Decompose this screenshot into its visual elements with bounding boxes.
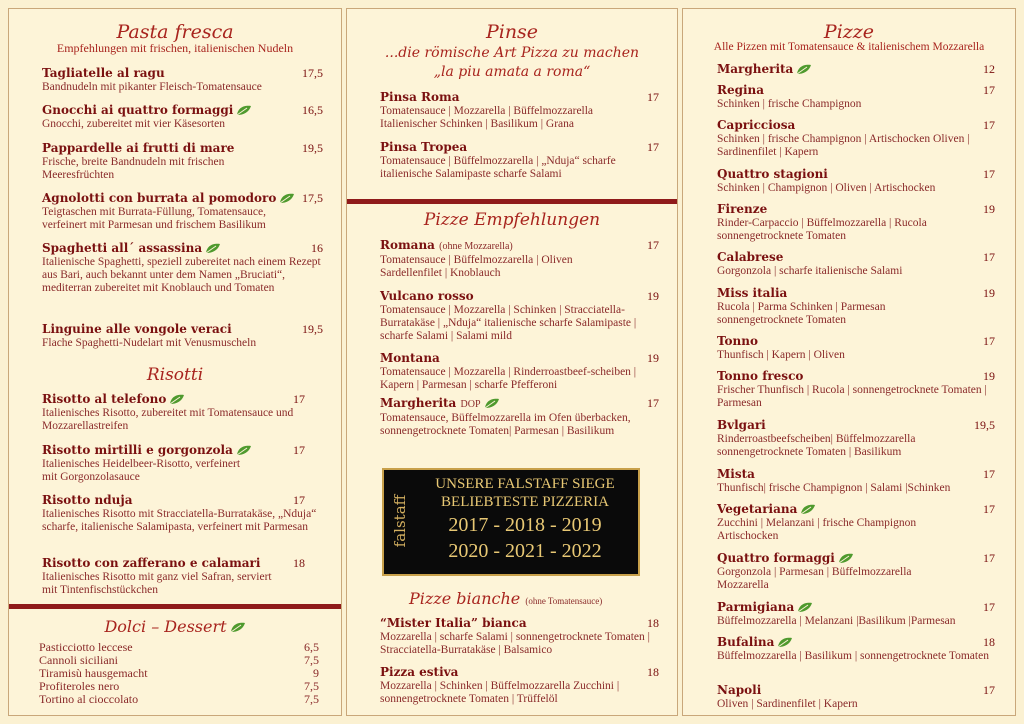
item-description: Gorgonzola | Parmesan | Büffelmozzarella Mozzarella [717, 566, 912, 591]
dessert-price: 6,5 [304, 640, 319, 654]
item-price: 17 [293, 443, 305, 457]
menu-item [717, 467, 995, 495]
item-description: Bandnudeln mit pikanter Fleisch-Tomatensauce [42, 81, 262, 93]
section-divider [9, 604, 341, 609]
item-price: 17 [983, 250, 995, 264]
item-name: Risotto con zafferano e calamari [42, 556, 261, 570]
empfehlungen-title: Pizze Empfehlungen [423, 210, 601, 230]
item-description: Tomatensauce | Mozzarella | Rinderroastbeef-scheiben | Kapern | Parmesan | scharfe Pfefferoni [380, 366, 637, 391]
item-price: 16 [311, 241, 323, 255]
pinse-subtitle-2: „la piu amata a roma“ [433, 64, 591, 80]
falstaff-logo [388, 476, 410, 568]
falstaff-brand: falstaff [391, 494, 409, 548]
menu-item [42, 556, 323, 597]
item-price: 17 [293, 392, 305, 406]
leaf-icon [169, 394, 185, 405]
item-name: Pizza estiva [380, 665, 459, 679]
pizze-panel [682, 8, 1016, 716]
leaf-icon [796, 64, 812, 75]
item-note: DOP [460, 399, 481, 410]
leaf-icon [236, 105, 252, 116]
risotti-title: Risotti [146, 365, 204, 385]
item-description: Gnocchi, zubereitet mit vier Käsesorten [42, 118, 225, 130]
item-name: Linguine alle vongole veraci [42, 322, 232, 336]
menu-item [717, 635, 995, 663]
menu-item [717, 202, 995, 243]
item-price: 18 [293, 556, 305, 570]
item-name: Risotto al telefono [42, 392, 167, 406]
item-price: 17,5 [302, 66, 323, 80]
menu-item [380, 90, 659, 131]
dessert-name: Cannoli siciliani [39, 653, 118, 667]
pinse-empfehlungen-panel [346, 8, 678, 716]
item-name: Tagliatelle al ragu [42, 66, 165, 80]
item-description: Oliven | Sardinenfilet | Kapern [717, 698, 858, 710]
menu-item [42, 322, 323, 350]
item-name: Pappardelle ai frutti di mare [42, 141, 235, 155]
item-price: 17 [647, 140, 659, 154]
section-divider [347, 199, 677, 204]
bianche-title: Pizze bianche [409, 589, 521, 608]
item-description: Tomatensauce | Mozzarella | Büffelmozzarella Italienischer Schinken | Basilikum | Grana [380, 105, 594, 130]
dessert-row [39, 667, 319, 680]
bianche-note: (ohne Tomatensauce) [525, 596, 603, 606]
item-description: Italienisches Heidelbeer-Risotto, verfeinert mit Gorgonzolasauce [42, 458, 241, 483]
menu-item [380, 238, 659, 280]
menu-item [42, 443, 323, 484]
leaf-icon [205, 243, 221, 254]
menu-item [717, 286, 995, 327]
pasta-risotti-dolci-panel [8, 8, 342, 716]
item-name: Bufalina [717, 635, 775, 649]
item-price: 19 [983, 286, 995, 300]
menu-item [42, 141, 323, 182]
item-price: 17 [983, 118, 995, 132]
item-price: 19,5 [302, 322, 323, 336]
award-line-2: BELIEBTESTE PIZZERIA [441, 494, 609, 510]
item-description: Mozzarella | scharfe Salami | sonnengetrocknete Tomaten | Stracciatella-Burratakäse | Balsamico [380, 631, 650, 656]
item-name: Quattro stagioni [717, 167, 828, 181]
dessert-price: 7,5 [304, 692, 319, 706]
menu-item [42, 191, 323, 232]
item-description: Zucchini | Melanzani | frische Champignon Artischocken [717, 517, 917, 542]
item-name: Pinsa Roma [380, 90, 460, 104]
leaf-icon [777, 637, 793, 648]
item-description: Rucola | Parma Schinken | Parmesan sonnengetrocknete Tomaten [717, 301, 886, 326]
item-name: Risotto mirtilli e gorgonzola [42, 443, 233, 457]
item-name: Bvlgari [717, 418, 766, 432]
menu-item [380, 616, 659, 657]
item-price: 19 [647, 289, 659, 303]
leaf-icon [484, 398, 500, 409]
menu-item [380, 289, 659, 343]
item-price: 17 [983, 551, 995, 565]
award-years-1: 2017 - 2018 - 2019 [448, 514, 602, 536]
item-name: Margherita [380, 396, 457, 410]
item-name: Tonno [717, 334, 759, 348]
menu-item [717, 250, 995, 278]
menu-item [717, 683, 995, 711]
item-name: Vegetariana [717, 502, 798, 516]
item-name: Quattro formaggi [717, 551, 835, 565]
item-price: 17 [293, 493, 305, 507]
dolci-title: Dolci – Dessert [104, 617, 227, 636]
item-price: 12 [983, 62, 995, 76]
menu-item [380, 351, 659, 392]
dessert-price: 7,5 [304, 679, 319, 693]
item-price: 16,5 [302, 103, 323, 117]
leaf-icon [236, 445, 252, 456]
item-price: 17 [983, 600, 995, 614]
leaf-icon [279, 193, 295, 204]
award-years-2: 2020 - 2021 - 2022 [448, 540, 602, 562]
dessert-price: 9 [313, 666, 319, 680]
menu-item [717, 118, 995, 159]
menu-item [380, 665, 659, 706]
menu-item [717, 600, 995, 628]
item-price: 17 [647, 238, 659, 252]
item-name: Miss italia [717, 286, 788, 300]
item-name: Spaghetti all´ assassina [42, 241, 203, 255]
item-description: Büffelmozzarella | Basilikum | sonnengetrocknete Tomaten [717, 650, 989, 662]
item-name: Pinsa Tropea [380, 140, 468, 154]
item-name: Vulcano rosso [380, 289, 474, 303]
item-price: 17,5 [302, 191, 323, 205]
item-description: Büffelmozzarella | Melanzani |Basilikum |Parmesan [717, 615, 956, 627]
item-description: Tomatensauce | Mozzarella | Schinken | Stracciatella-Burratakäse | „Nduja“ italienische scharfe Salamipaste | scharfe Salami | Salami mild [380, 304, 637, 342]
pinse-title: Pinse [485, 21, 539, 43]
pinse-subtitle: ...die römische Art Pizza zu machen [384, 45, 640, 61]
item-price: 19 [983, 202, 995, 216]
menu-item [717, 551, 995, 592]
item-name: Calabrese [717, 250, 784, 264]
menu-item [717, 369, 995, 410]
item-price: 17 [983, 167, 995, 181]
item-description: Schinken | Champignon | Oliven | Artischocken [717, 182, 936, 194]
item-description: Thunfisch| frische Champignon | Salami |Schinken [717, 482, 951, 494]
item-name: Tonno fresco [717, 369, 804, 383]
menu-item [717, 83, 995, 111]
item-name: Capricciosa [717, 118, 796, 132]
item-name: Margherita [717, 62, 794, 76]
item-price: 19,5 [974, 418, 995, 432]
item-price: 19,5 [302, 141, 323, 155]
item-name: Parmigiana [717, 600, 795, 614]
item-price: 18 [983, 635, 995, 649]
item-price: 17 [983, 334, 995, 348]
dessert-row [39, 680, 319, 693]
item-price: 17 [647, 396, 659, 410]
item-name: “Mister Italia” bianca [380, 616, 527, 630]
item-note: (ohne Mozzarella) [439, 241, 513, 252]
leaf-icon [230, 622, 246, 633]
item-description: Rinder-Carpaccio | Büffelmozzarella | Rucola sonnengetrocknete Tomaten [717, 217, 927, 242]
dessert-price: 7,5 [304, 653, 319, 667]
item-description: Tomatensauce, Büffelmozzarella im Ofen überbacken, sonnengetrocknete Tomaten| Parmesan | Basilikum [380, 412, 631, 437]
menu-item [42, 392, 323, 433]
item-name: Montana [380, 351, 440, 365]
item-name: Napoli [717, 683, 762, 697]
dessert-name: Tiramisù hausgemacht [39, 666, 148, 680]
item-description: Tomatensauce | Büffelmozzarella | „Nduja“ scharfe italienische Salamipaste scharfe Salami [380, 155, 616, 180]
item-price: 17 [983, 467, 995, 481]
dessert-name: Profiteroles nero [39, 679, 120, 693]
menu-item [717, 418, 995, 459]
leaf-icon [797, 602, 813, 613]
item-description: Rinderroastbeefscheiben| Büffelmozzarella sonnengetrocknete Tomaten | Basilikum [717, 433, 916, 458]
leaf-icon [800, 504, 816, 515]
item-description: Italienische Spaghetti, speziell zubereitet nach einem Rezept aus Bari, auch bekannt unter dem Namen „Bruciati“, mediterran zubereitet mit Knoblauch und Tomaten [42, 256, 321, 294]
item-description: Frische, breite Bandnudeln mit frischen Meeresfrüchten [42, 156, 225, 181]
item-price: 17 [983, 502, 995, 516]
menu-item [717, 502, 995, 543]
item-description: Thunfisch | Kapern | Oliven [717, 349, 845, 361]
item-description: Schinken | frische Champignon | Artischocken Oliven | Sardinenfilet | Kapern [717, 133, 970, 158]
item-price: 17 [647, 90, 659, 104]
item-description: Italienisches Risotto mit Stracciatella-Burratakäse, „Nduja“ scharfe, italienische Salamipasta, verfeinert mit Parmesan [42, 508, 317, 533]
item-description: Flache Spaghetti-Nudelart mit Venusmuscheln [42, 337, 257, 349]
award-line-1: UNSERE FALSTAFF SIEGE [435, 476, 615, 492]
menu-item [380, 396, 659, 438]
menu-item [380, 140, 659, 181]
dessert-row [39, 641, 319, 654]
item-price: 19 [983, 369, 995, 383]
menu-item [717, 334, 995, 362]
dessert-row [39, 693, 319, 706]
menu-item [42, 103, 323, 131]
item-description: Tomatensauce | Büffelmozzarella | Oliven Sardellenfilet | Knoblauch [380, 254, 573, 279]
item-price: 17 [983, 683, 995, 697]
dessert-name: Pasticciotto leccese [39, 640, 133, 654]
dessert-name: Tortino al cioccolato [39, 692, 139, 706]
pasta-title: Pasta fresca [116, 21, 234, 43]
item-name: Regina [717, 83, 765, 97]
item-description: Italienisches Risotto, zubereitet mit Tomatensauce und Mozzarellastreifen [42, 407, 294, 432]
item-price: 18 [647, 616, 659, 630]
menu-item [717, 62, 995, 77]
item-description: Mozzarella | Schinken | Büffelmozzarella Zucchini | sonnengetrocknete Tomaten | Trüffelöl [380, 680, 620, 705]
pizze-subtitle: Alle Pizzen mit Tomatensauce & italienischem Mozzarella [713, 41, 985, 53]
falstaff-award-badge [382, 468, 640, 576]
item-price: 18 [647, 665, 659, 679]
item-price: 17 [983, 83, 995, 97]
leaf-icon [838, 553, 854, 564]
dolci-heading [9, 617, 341, 636]
menu-item [42, 493, 323, 534]
bianche-heading [409, 589, 602, 608]
dessert-row [39, 654, 319, 667]
pizze-title: Pizze [823, 21, 875, 43]
item-price: 19 [647, 351, 659, 365]
item-name: Agnolotti con burrata al pomodoro [42, 191, 277, 205]
menu-item [717, 167, 995, 195]
menu-item [42, 241, 323, 295]
item-description: Gorgonzola | scharfe italienische Salami [717, 265, 903, 277]
item-name: Romana [380, 238, 435, 252]
item-description: Teigtaschen mit Burrata-Füllung, Tomatensauce, verfeinert mit Parmesan und frischem Basilikum [42, 206, 266, 231]
item-name: Firenze [717, 202, 768, 216]
item-description: Italienisches Risotto mit ganz viel Safran, serviert mit Tintenfischstückchen [42, 571, 272, 596]
item-name: Risotto nduja [42, 493, 133, 507]
item-name: Mista [717, 467, 755, 481]
item-name: Gnocchi ai quattro formaggi [42, 103, 234, 117]
item-description: Schinken | frische Champignon [717, 98, 862, 110]
pasta-subtitle: Empfehlungen mit frischen, italienischen Nudeln [56, 41, 294, 55]
menu-item [42, 66, 323, 94]
item-description: Frischer Thunfisch | Rucola | sonnengetrocknete Tomaten | Parmesan [717, 384, 987, 409]
